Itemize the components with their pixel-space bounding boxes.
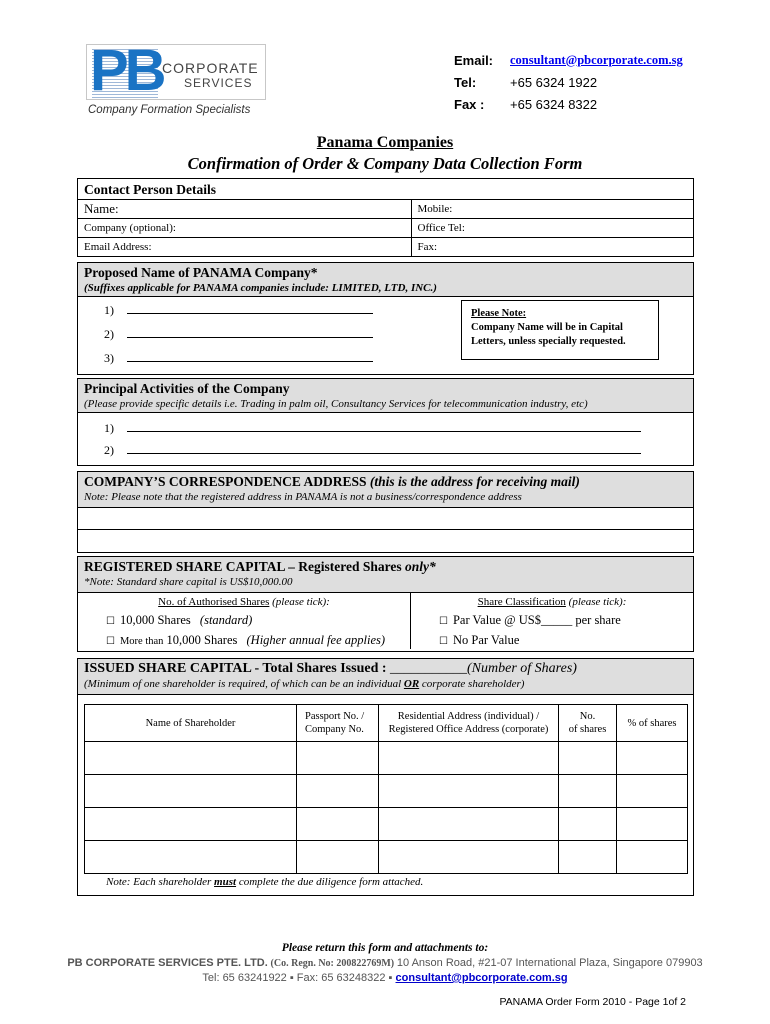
table-cell[interactable] <box>85 808 297 841</box>
fax-value: +65 6324 8322 <box>510 96 598 112</box>
footer-contacts: Tel: 65 63241922 ▪ Fax: 65 63248322 ▪ <box>202 972 393 984</box>
table-cell[interactable] <box>85 841 297 874</box>
table-row <box>85 742 688 775</box>
activity-1-input[interactable] <box>127 431 641 432</box>
please-note-title: Please Note: <box>471 308 527 319</box>
table-cell[interactable] <box>559 841 617 874</box>
office-tel-field[interactable]: Office Tel: <box>411 219 693 238</box>
table-cell[interactable] <box>379 841 559 874</box>
logo-pb-letters: PB <box>90 38 163 103</box>
proposed-name-3 <box>104 351 373 366</box>
contact-person-heading-wrap <box>78 179 693 199</box>
option-more-than-label: 10,000 Shares <box>166 633 238 647</box>
email-label: Email: <box>454 52 494 68</box>
email-address-field[interactable]: Email Address: <box>78 238 411 257</box>
tel-value: +65 6324 1922 <box>510 74 598 90</box>
option-par-value[interactable] <box>439 613 621 628</box>
activity-1 <box>104 421 641 436</box>
issued-capital-heading: ISSUED SHARE CAPITAL - Total Shares Issued : <box>84 661 387 676</box>
proposed-name-heading: Proposed Name of PANAMA Company* <box>84 265 318 280</box>
footer-regn: (Co. Regn. No: 200822769M) <box>270 958 395 969</box>
issued-capital-heading-italic: (Number of Shares) <box>467 661 577 676</box>
principal-activities-heading: Principal Activities of the Company <box>84 381 290 396</box>
share-classification-title-italic: (please tick): <box>568 596 627 608</box>
col-passport-line1: Passport No. / <box>305 711 365 722</box>
share-capital-heading: REGISTERED SHARE CAPITAL – Registered Shares <box>84 559 402 574</box>
please-note-line1: Company Name will be in Capital <box>471 322 623 333</box>
name-field[interactable]: Name: <box>78 200 411 219</box>
table-row <box>85 841 688 874</box>
authorised-shares-title-wrap <box>78 593 410 608</box>
footer-contacts-line <box>0 972 770 984</box>
page-title: Panama Companies <box>316 134 454 151</box>
please-note-box <box>461 300 659 360</box>
col-name-of-shareholder: Name of Shareholder <box>85 705 297 742</box>
footer-address: 10 Anson Road, #21-07 International Plaza, Singapore 079903 <box>396 957 703 969</box>
table-cell[interactable] <box>379 808 559 841</box>
proposed-name-2-input[interactable] <box>127 337 373 338</box>
col-percent-shares: % of shares <box>617 705 688 742</box>
share-classification-title-wrap <box>411 593 693 608</box>
proposed-name-1 <box>104 303 373 318</box>
proposed-name-header <box>78 263 693 297</box>
col-address-line2: Registered Office Address (corporate) <box>388 724 549 735</box>
table-cell[interactable] <box>379 775 559 808</box>
option-no-par-value[interactable] <box>439 633 519 648</box>
table-cell[interactable] <box>85 742 297 775</box>
proposed-name-1-input[interactable] <box>127 313 373 314</box>
header-contact <box>454 49 683 115</box>
share-capital-section <box>77 556 694 652</box>
option-no-par-value-label: No Par Value <box>452 633 520 647</box>
share-classification-column <box>411 593 693 649</box>
shareholder-table <box>84 704 688 874</box>
col-address-line1: Residential Address (individual) / <box>397 711 540 722</box>
table-row <box>85 808 688 841</box>
fax-label: Fax : <box>454 96 485 112</box>
col-passport-no <box>297 705 379 742</box>
page-number: PANAMA Order Form 2010 - Page 1of 2 <box>499 996 686 1008</box>
option-par-value-label: Par Value @ US$_____ per share <box>452 613 621 627</box>
issued-note-or: OR <box>403 678 420 690</box>
checkbox-icon[interactable]: ☐ <box>439 616 448 627</box>
option-10000-shares[interactable] <box>106 613 252 628</box>
share-capital-options <box>78 593 693 649</box>
table-cell[interactable] <box>85 775 297 808</box>
footer-address-line <box>0 957 770 969</box>
table-row <box>85 775 688 808</box>
table-cell[interactable] <box>297 841 379 874</box>
share-classification-title: Share Classification <box>477 596 566 608</box>
table-cell[interactable] <box>297 742 379 775</box>
correspondence-line-2[interactable] <box>78 530 693 552</box>
logo-brand-line1: CORPORATE <box>162 60 259 76</box>
option-10000-italic: (standard) <box>199 613 253 627</box>
issued-capital-section <box>77 658 694 896</box>
contact-person-section <box>77 178 694 257</box>
company-logo <box>86 38 266 120</box>
proposed-name-2-number: 2) <box>104 327 114 341</box>
issued-note-b: corporate shareholder) <box>421 678 525 690</box>
mobile-field[interactable]: Mobile: <box>411 200 693 219</box>
footer-company: PB CORPORATE SERVICES PTE. LTD. <box>67 957 268 969</box>
principal-activities-section <box>77 378 694 466</box>
table-cell[interactable] <box>559 742 617 775</box>
authorised-shares-title-italic: (please tick): <box>272 596 330 608</box>
checkbox-icon[interactable]: ☐ <box>439 636 448 647</box>
footer-email-link[interactable]: consultant@pbcorporate.com.sg <box>395 972 568 984</box>
option-more-than-10000[interactable] <box>106 633 385 648</box>
col-no-of-shares <box>559 705 617 742</box>
footnote-b: complete the due diligence form attached. <box>238 876 424 888</box>
correspondence-heading: COMPANY’S CORRESPONDENCE ADDRESS <box>84 474 367 489</box>
tel-label: Tel: <box>454 74 477 90</box>
checkbox-icon[interactable]: ☐ <box>106 636 115 647</box>
table-cell[interactable] <box>617 841 688 874</box>
proposed-name-3-number: 3) <box>104 351 114 365</box>
col-address <box>379 705 559 742</box>
principal-activities-header <box>78 379 693 413</box>
issued-note-a: (Minimum of one shareholder is required, of which can be an individual <box>84 678 402 690</box>
table-cell[interactable] <box>559 775 617 808</box>
option-more-than-small: More than <box>119 636 164 647</box>
table-cell[interactable] <box>617 742 688 775</box>
share-capital-header <box>78 557 693 593</box>
correspondence-note: Note: Please note that the registered address in PANAMA is not a business/correspondence address <box>84 491 522 503</box>
option-more-than-italic: (Higher annual fee applies) <box>246 633 386 647</box>
logo-brand-line2: SERVICES <box>184 76 253 90</box>
footnote-a: Note: Each shareholder <box>106 876 212 888</box>
correspondence-heading-italic: (this is the address for receiving mail) <box>369 474 580 489</box>
activity-2 <box>104 443 641 458</box>
proposed-name-section <box>77 262 694 375</box>
please-note-line2: Letters, unless specially requested. <box>471 336 626 347</box>
email-link[interactable]: consultant@pbcorporate.com.sg <box>510 52 683 67</box>
proposed-name-3-input[interactable] <box>127 361 373 362</box>
principal-activities-note: (Please provide specific details i.e. Trading in palm oil, Consultancy Services for telecommunication industry, etc) <box>84 398 588 410</box>
authorised-shares-title: No. of Authorised Shares <box>158 596 270 608</box>
checkbox-icon[interactable]: ☐ <box>106 616 115 627</box>
fax-field[interactable]: Fax: <box>411 238 693 257</box>
shareholder-footnote <box>106 876 423 888</box>
table-cell[interactable] <box>617 775 688 808</box>
return-instructions: Please return this form and attachments to: <box>281 942 489 954</box>
proposed-name-2 <box>104 327 373 342</box>
proposed-name-note: (Suffixes applicable for PANAMA companies include: LIMITED, LTD, INC.) <box>84 282 437 294</box>
table-cell[interactable] <box>559 808 617 841</box>
col-no-line1: No. <box>579 711 596 722</box>
share-capital-note: *Note: Standard share capital is US$10,000.00 <box>84 576 293 588</box>
issued-capital-blank[interactable]: ___________ <box>390 661 468 676</box>
activity-2-number: 2) <box>104 443 114 457</box>
issued-capital-header <box>78 659 693 695</box>
company-field[interactable]: Company (optional): <box>78 219 411 238</box>
table-cell[interactable] <box>297 775 379 808</box>
col-passport-line2: Company No. <box>305 724 364 735</box>
correspondence-section <box>77 471 694 553</box>
footnote-must: must <box>214 876 237 888</box>
page-subtitle: Confirmation of Order & Company Data Collection Form <box>187 154 583 173</box>
table-cell[interactable] <box>379 742 559 775</box>
option-10000-label: 10,000 Shares <box>119 613 191 627</box>
share-capital-heading-italic: only* <box>405 559 436 574</box>
table-cell[interactable] <box>297 808 379 841</box>
col-no-line2: of shares <box>568 724 607 735</box>
logo-tagline: Company Formation Specialists <box>88 104 251 116</box>
shareholder-table-header <box>85 705 688 742</box>
activity-1-number: 1) <box>104 421 114 435</box>
activity-2-input[interactable] <box>127 453 641 454</box>
contact-person-heading: Contact Person Details <box>84 182 216 197</box>
correspondence-line-1[interactable] <box>78 508 693 530</box>
correspondence-header <box>78 472 693 508</box>
table-cell[interactable] <box>617 808 688 841</box>
contact-person-table <box>78 199 693 257</box>
authorised-shares-column <box>78 593 411 649</box>
proposed-name-1-number: 1) <box>104 303 114 317</box>
